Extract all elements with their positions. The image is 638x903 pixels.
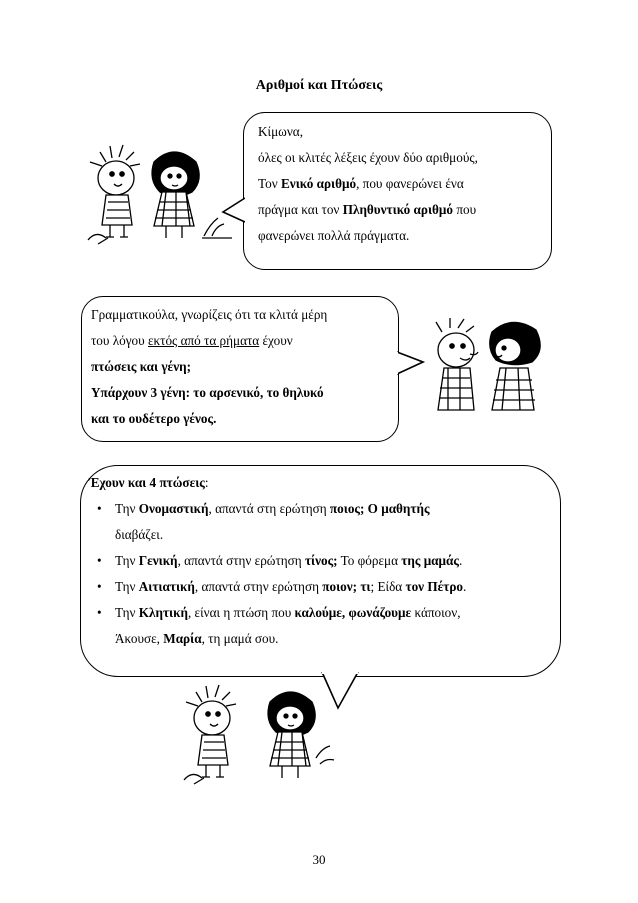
cases-list <box>89 496 560 652</box>
text: . <box>458 553 463 568</box>
example-word: της μαμάς <box>401 553 459 568</box>
text: πράγμα και τον <box>258 202 343 217</box>
case-name: Ονομαστική <box>138 501 209 516</box>
bubble2-tail <box>393 350 425 380</box>
bubble1-line-5: φανερώνει πολλά πράγματα. <box>258 228 410 243</box>
text: του λόγου <box>91 333 148 348</box>
text: Την <box>115 553 139 568</box>
speech-bubble-3 <box>80 465 561 677</box>
case-name: Γενική <box>138 553 178 568</box>
bold-text: Υπάρχουν 3 γένη: το αρσενικό, το θηλυκό <box>91 385 324 400</box>
text: , που φανερώνει ένα <box>356 176 464 191</box>
text: ; Είδα <box>370 579 406 594</box>
text: , απαντά στην ερώτηση <box>194 579 323 594</box>
text: κάποιον, <box>411 605 461 620</box>
case-name: Κλητική <box>138 605 188 620</box>
bubble2-line-3 <box>91 354 398 380</box>
underlined-text: εκτός από τα ρήματα <box>147 333 260 348</box>
question-word: ποιος; Ο μαθητής <box>329 501 430 516</box>
bubble2-line-4 <box>91 380 398 406</box>
text: Άκουσε, <box>115 631 164 646</box>
text: που <box>453 202 477 217</box>
bubble2-line-2 <box>91 328 398 354</box>
page-number: 30 <box>312 852 326 867</box>
text: Τον <box>258 176 281 191</box>
text: . <box>462 579 467 594</box>
text: : <box>204 475 209 490</box>
comic-kids-illustration-1 <box>84 140 244 250</box>
text: Το φόρεμα <box>337 553 402 568</box>
speech-bubble-1 <box>243 112 552 270</box>
text: Την <box>115 605 139 620</box>
question-word: τίνος; <box>304 553 338 568</box>
bullet: • <box>97 579 102 594</box>
bold-text: και το ουδέτερο γένος. <box>91 411 217 426</box>
bubble2-line-1: Γραμματικούλα, γνωρίζεις ότι τα κλιτά μέρη <box>91 307 328 322</box>
text: , τη μαμά σου. <box>201 631 279 646</box>
text: , απαντά στη ερώτηση <box>208 501 330 516</box>
list-item <box>89 496 560 548</box>
comic-kids-illustration-3 <box>180 680 340 790</box>
text: έχουν <box>259 333 293 348</box>
list-item <box>89 574 560 600</box>
bullet: • <box>97 605 102 620</box>
bullet: • <box>97 501 102 516</box>
bullet: • <box>97 553 102 568</box>
text: Την <box>115 501 139 516</box>
question-word: ποιον; τι <box>322 579 371 594</box>
text: , απαντά στην ερώτηση <box>177 553 305 568</box>
example-word: τον Πέτρο <box>405 579 463 594</box>
question-word: καλούμε, φωνάζουμε <box>294 605 412 620</box>
text: διαβάζει. <box>115 527 164 542</box>
page-title: Αριθμοί και Πτώσεις <box>255 78 383 93</box>
text: Την <box>115 579 139 594</box>
bubble1-line-4 <box>258 197 551 223</box>
case-name: Αιτιατική <box>138 579 195 594</box>
list-item <box>89 600 560 652</box>
singular-term: Ενικό αριθμό <box>281 176 357 191</box>
bubble1-line-2: όλες οι κλιτές λέξεις έχουν δύο αριθμούς, <box>258 150 478 165</box>
bubble1-line-3 <box>258 171 551 197</box>
bubble1-line-1: Κίμωνα, <box>258 124 303 139</box>
bold-text: πτώσεις και γένη; <box>91 359 191 374</box>
bubble2-line-5 <box>91 406 398 432</box>
example-word: Μαρία <box>163 631 202 646</box>
cases-heading <box>89 470 560 496</box>
list-item <box>89 548 560 574</box>
comic-kids-illustration-2 <box>430 318 548 416</box>
bold-heading: Έχουν και 4 πτώσεις <box>89 475 205 490</box>
speech-bubble-2 <box>81 296 399 442</box>
text: , είναι η πτώση που <box>187 605 295 620</box>
plural-term: Πληθυντικό αριθμό <box>342 202 454 217</box>
